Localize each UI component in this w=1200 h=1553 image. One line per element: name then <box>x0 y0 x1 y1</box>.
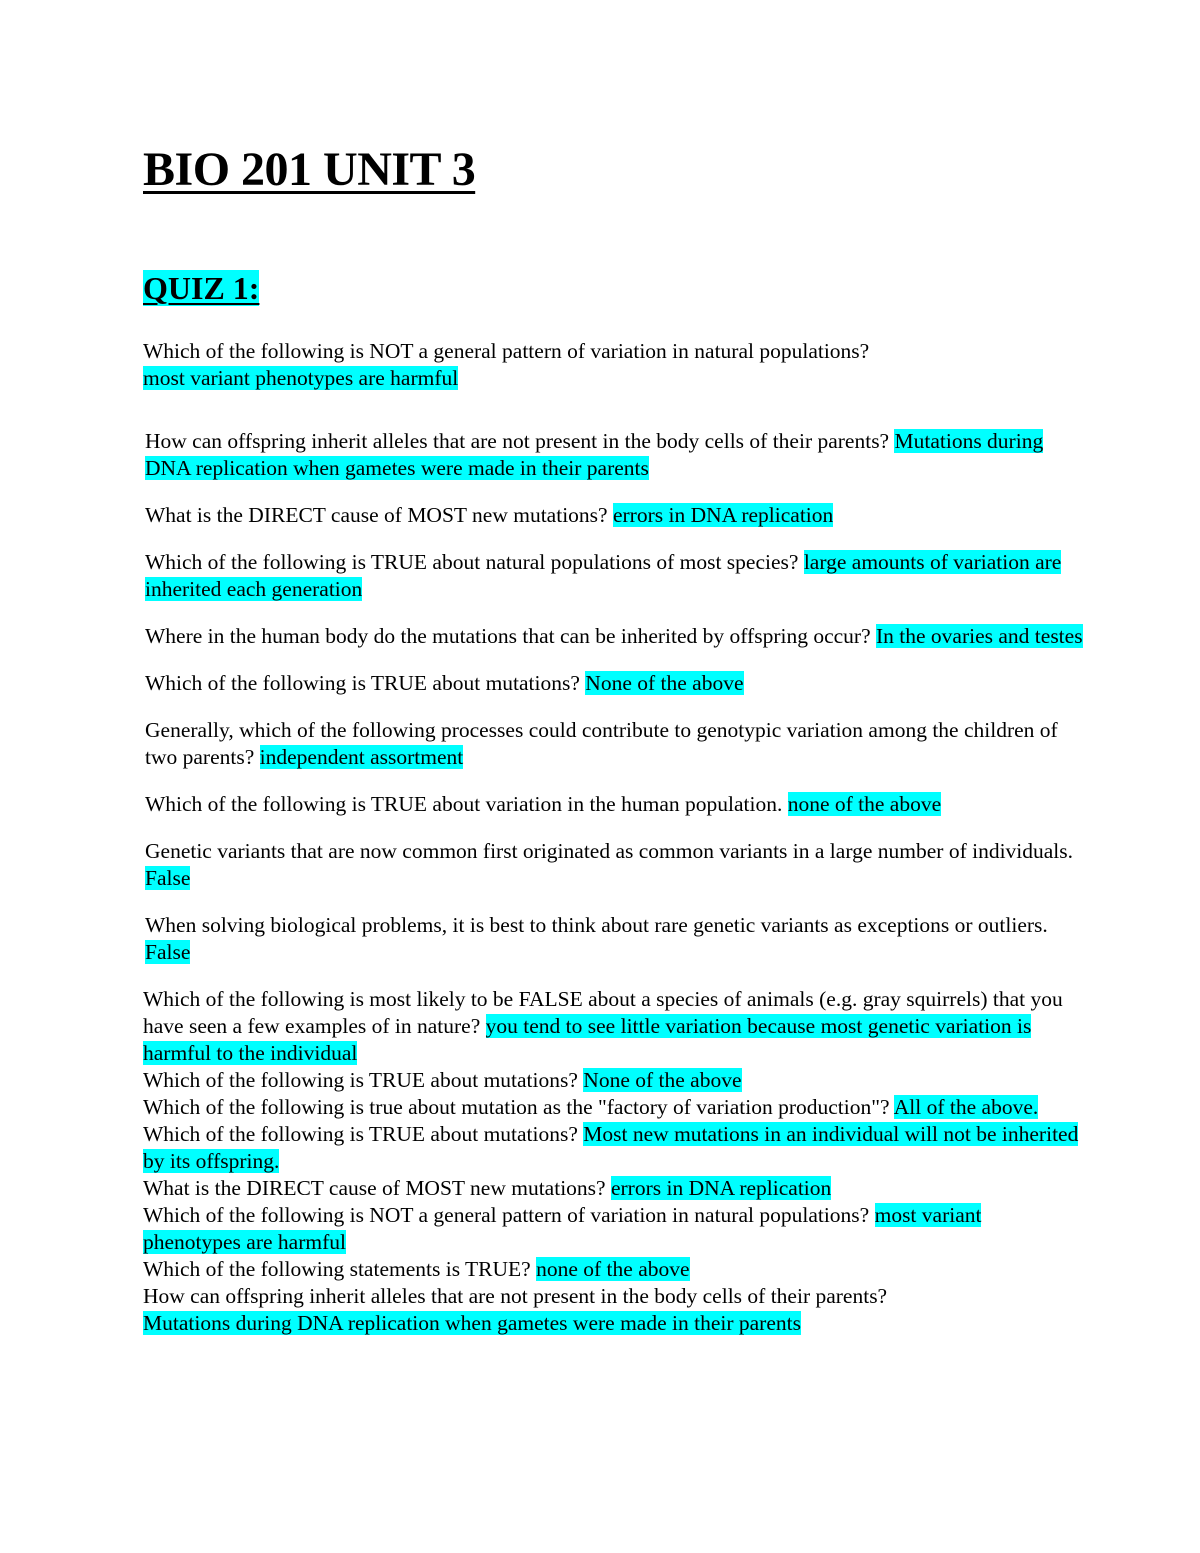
question-text: Which of the following is TRUE about mutations? <box>145 671 586 695</box>
qa-item <box>145 717 1083 771</box>
quiz-heading <box>143 268 1083 308</box>
question-text: Which of the following is TRUE about mutations? <box>143 1122 584 1146</box>
answer-highlight: False <box>145 866 191 890</box>
answer-highlight: errors in DNA replication <box>610 1176 832 1200</box>
question-text: Which of the following is true about mutation as the "factory of variation production"? <box>143 1095 894 1119</box>
qa-item <box>145 623 1083 650</box>
question-text: Which of the following is NOT a general pattern of variation in natural populations? <box>143 1203 875 1227</box>
question-text: Where in the human body do the mutations that can be inherited by offspring occur? <box>145 624 876 648</box>
answer-highlight: None of the above <box>585 671 744 695</box>
qa-section-b <box>143 428 1083 966</box>
answer-highlight: False <box>145 940 191 964</box>
question-text: What is the DIRECT cause of MOST new mutations? <box>143 1176 611 1200</box>
qa-section-a <box>143 338 1083 392</box>
answer-highlight: you tend to see little variation because most genetic variation is harmful to the individual <box>143 1014 1032 1065</box>
document-page <box>143 140 1083 1337</box>
answer-highlight: In the ovaries and testes <box>876 624 1083 648</box>
question-text: Generally, which of the following processes could contribute to genotypic variation among the children of two parents? <box>145 718 1058 769</box>
qa-item <box>145 549 1083 603</box>
qa-item <box>145 838 1083 892</box>
question-text: Which of the following is most likely to be FALSE about a species of animals (e.g. gray squirrels) that you have seen a few examples of in nature? <box>143 987 1063 1038</box>
question-text: Which of the following is TRUE about mutations? <box>143 1068 584 1092</box>
answer-highlight: errors in DNA replication <box>612 503 834 527</box>
answer-highlight: none of the above <box>787 792 942 816</box>
answer-highlight: independent assortment <box>259 745 464 769</box>
qa-item <box>143 1256 1083 1283</box>
qa-item <box>143 338 1083 392</box>
question-text: Which of the following statements is TRUE? <box>143 1257 537 1281</box>
qa-item <box>145 912 1083 966</box>
qa-item <box>143 986 1083 1067</box>
qa-item <box>143 1067 1083 1094</box>
answer-highlight: None of the above <box>583 1068 742 1092</box>
question-text: How can offspring inherit alleles that are not present in the body cells of their parents? <box>143 1284 888 1308</box>
question-text: What is the DIRECT cause of MOST new mutations? <box>145 503 613 527</box>
answer-highlight: most variant phenotypes are harmful <box>143 1203 982 1254</box>
question-text: How can offspring inherit alleles that are not present in the body cells of their parents? <box>145 429 895 453</box>
qa-item <box>143 1094 1083 1121</box>
answer-highlight: Mutations during DNA replication when gametes were made in their parents <box>143 1311 801 1335</box>
answer-highlight: none of the above <box>536 1257 690 1281</box>
answer-highlight: All of the above. <box>893 1095 1039 1119</box>
qa-section-c <box>143 986 1083 1337</box>
answer-highlight: large amounts of variation are inherited each generation <box>145 550 1062 601</box>
qa-item <box>145 502 1083 529</box>
question-text: Which of the following is NOT a general pattern of variation in natural populations? <box>143 339 870 363</box>
answer-highlight: Mutations during DNA replication when gametes were made in their parents <box>145 429 1044 480</box>
qa-item <box>145 670 1083 697</box>
qa-item <box>143 1202 1083 1256</box>
question-text: Which of the following is TRUE about variation in the human population. <box>145 792 788 816</box>
question-text: When solving biological problems, it is best to think about rare genetic variants as exceptions or outliers. <box>145 913 1048 937</box>
qa-item <box>143 1121 1083 1175</box>
answer-highlight: most variant phenotypes are harmful <box>143 366 459 390</box>
qa-item <box>145 428 1083 482</box>
question-text: Which of the following is TRUE about natural populations of most species? <box>145 550 804 574</box>
quiz-heading-label: QUIZ 1: <box>143 270 260 306</box>
document-title: BIO 201 UNIT 3 <box>143 143 476 196</box>
qa-item <box>145 791 1083 818</box>
question-text: Genetic variants that are now common first originated as common variants in a large number of individuals. <box>145 839 1074 863</box>
qa-item <box>143 1283 1083 1337</box>
qa-item <box>143 1175 1083 1202</box>
answer-highlight: Most new mutations in an individual will not be inherited by its offspring. <box>143 1122 1079 1173</box>
